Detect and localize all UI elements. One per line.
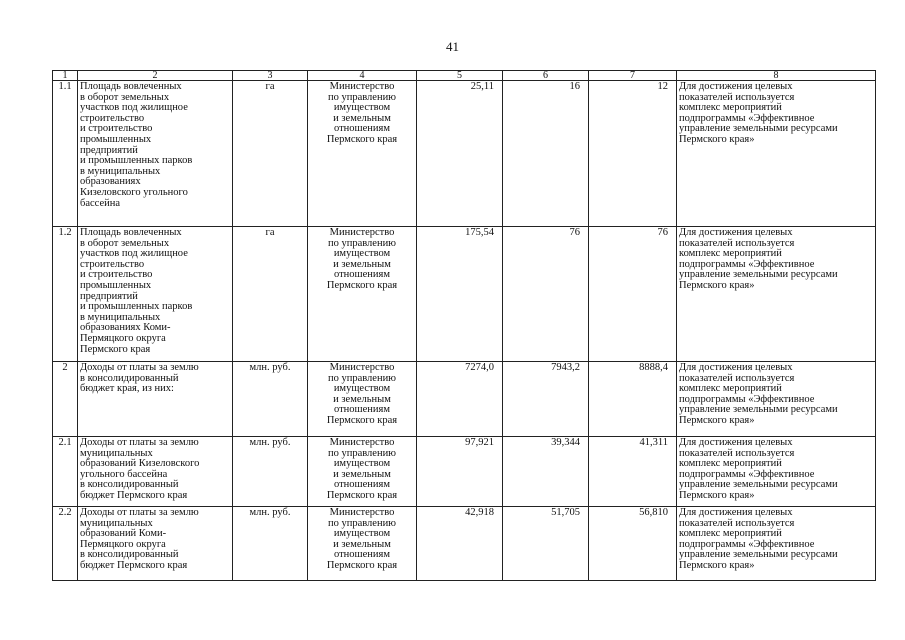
note-line: Для достижения целевых xyxy=(679,437,793,448)
indicator-name-line: образований Кизеловского xyxy=(80,458,200,470)
responsible-org-line: Пермского края xyxy=(326,414,398,426)
unit-cell: га xyxy=(233,81,308,227)
note-line: показателей используется xyxy=(679,237,795,249)
indicator-name-line: в консолидированный xyxy=(80,372,179,384)
indicator-name-line: и строительство xyxy=(80,123,153,135)
note-cell xyxy=(677,81,876,227)
indicator-name-line: Доходы от платы за землю xyxy=(80,437,199,448)
row-number-cell: 2 xyxy=(53,362,78,437)
note-line: Для достижения целевых xyxy=(679,227,793,238)
indicator-name-line: угольного бассейна xyxy=(80,468,168,480)
row-number-cell: 2.2 xyxy=(53,507,78,581)
value-cell-v7: 41,311 xyxy=(589,437,677,507)
indicator-name-line: Кизеловского угольного xyxy=(80,186,188,198)
responsible-org-line: отношениям xyxy=(333,123,391,135)
table-row xyxy=(53,227,876,362)
value-cell-v5: 97,921 xyxy=(417,437,503,507)
note-line: Пермского края» xyxy=(679,559,755,571)
responsible-org-line: отношениям xyxy=(333,479,391,491)
responsible-org-line: Министерство xyxy=(329,227,395,238)
note-line: управление земельными ресурсами xyxy=(679,404,838,416)
note-line: Пермского края» xyxy=(679,414,755,426)
value-cell-v6: 16 xyxy=(503,81,589,227)
note-cell xyxy=(677,507,876,581)
unit-cell: га xyxy=(233,227,308,362)
indicator-name-line: образованиях xyxy=(80,176,141,188)
responsible-org-line: имуществом xyxy=(333,383,391,395)
header-cell: 1 xyxy=(53,71,78,81)
indicators-table xyxy=(52,70,876,581)
responsible-org-line: отношениям xyxy=(333,269,391,281)
indicator-name-line: участков под жилищное xyxy=(80,102,188,114)
table-row xyxy=(53,437,876,507)
note-line: комплекс мероприятий xyxy=(679,458,782,470)
indicator-name-line: Пермяцкого округа xyxy=(80,538,166,550)
row-number-cell: 1.2 xyxy=(53,227,78,362)
indicator-name-cell xyxy=(78,81,233,227)
indicator-name-cell xyxy=(78,227,233,362)
note-line: Для достижения целевых xyxy=(679,81,793,92)
responsible-org-line: и земельным xyxy=(333,468,391,480)
value-cell-v5: 42,918 xyxy=(417,507,503,581)
page-number: 41 xyxy=(446,39,459,54)
header-row xyxy=(53,71,876,81)
responsible-org-line: по управлению xyxy=(327,91,397,103)
header-cell: 6 xyxy=(503,71,589,81)
note-line: Пермского края» xyxy=(679,279,755,291)
value-cell-v5: 25,11 xyxy=(417,81,503,227)
unit-cell: млн. руб. xyxy=(233,507,308,581)
value-cell-v6: 76 xyxy=(503,227,589,362)
note-line: комплекс мероприятий xyxy=(679,383,782,395)
indicator-name-line: Пермского края xyxy=(80,343,151,355)
responsible-org-line: имуществом xyxy=(333,248,391,260)
header-cell: 5 xyxy=(417,71,503,81)
indicator-name-line: образованиях Коми- xyxy=(80,322,171,334)
indicator-name-line: бюджет края, из них: xyxy=(80,383,174,395)
note-line: показателей используется xyxy=(679,447,795,459)
responsible-org-line: и земельным xyxy=(333,393,391,405)
responsible-org-line: и земельным xyxy=(333,538,391,550)
value-cell-v7: 76 xyxy=(589,227,677,362)
responsible-org-cell xyxy=(308,507,417,581)
responsible-org-cell xyxy=(308,81,417,227)
responsible-org-line: и земельным xyxy=(333,112,391,124)
note-line: показателей используется xyxy=(679,372,795,384)
note-line: подпрограммы «Эффективное xyxy=(679,393,815,405)
indicator-name-line: промышленных xyxy=(80,133,152,145)
note-line: подпрограммы «Эффективное xyxy=(679,258,815,270)
note-cell xyxy=(677,227,876,362)
responsible-org-line: по управлению xyxy=(327,237,397,249)
note-line: комплекс мероприятий xyxy=(679,248,782,260)
indicator-name-line: Доходы от платы за землю xyxy=(80,507,199,518)
indicator-name-line: Пермяцкого округа xyxy=(80,332,166,344)
indicator-name-line: в оборот земельных xyxy=(80,91,170,103)
indicator-name-line: в консолидированный xyxy=(80,549,179,561)
note-line: управление земельными ресурсами xyxy=(679,549,838,561)
value-cell-v7: 12 xyxy=(589,81,677,227)
note-line: Для достижения целевых xyxy=(679,362,793,373)
note-line: Пермского края» xyxy=(679,489,755,501)
table-row xyxy=(53,362,876,437)
table-row xyxy=(53,81,876,227)
value-cell-v6: 51,705 xyxy=(503,507,589,581)
indicator-name-cell xyxy=(78,437,233,507)
indicator-name-line: строительство xyxy=(80,112,145,124)
row-number-cell: 2.1 xyxy=(53,437,78,507)
responsible-org-line: по управлению xyxy=(327,372,397,384)
responsible-org-line: отношениям xyxy=(333,404,391,416)
indicator-name-line: Доходы от платы за землю xyxy=(80,362,199,373)
note-line: управление земельными ресурсами xyxy=(679,123,838,135)
header-cell: 7 xyxy=(589,71,677,81)
note-cell xyxy=(677,362,876,437)
indicator-name-line: в консолидированный xyxy=(80,479,179,491)
indicator-name-cell xyxy=(78,362,233,437)
note-line: подпрограммы «Эффективное xyxy=(679,112,815,124)
responsible-org-cell xyxy=(308,227,417,362)
responsible-org-line: имуществом xyxy=(333,458,391,470)
note-line: подпрограммы «Эффективное xyxy=(679,538,815,550)
header-cell: 2 xyxy=(78,71,233,81)
responsible-org-line: имуществом xyxy=(333,528,391,540)
responsible-org-cell xyxy=(308,437,417,507)
header-cell: 4 xyxy=(308,71,417,81)
note-line: комплекс мероприятий xyxy=(679,102,782,114)
note-line: Для достижения целевых xyxy=(679,507,793,518)
value-cell-v5: 175,54 xyxy=(417,227,503,362)
responsible-org-line: Министерство xyxy=(329,437,395,448)
indicator-name-line: образований Коми- xyxy=(80,528,167,540)
indicator-name-line: в муниципальных xyxy=(80,311,161,323)
value-cell-v6: 7943,2 xyxy=(503,362,589,437)
indicator-name-line: в муниципальных xyxy=(80,165,161,177)
note-line: управление земельными ресурсами xyxy=(679,479,838,491)
responsible-org-line: Министерство xyxy=(329,507,395,518)
indicator-name-line: Площадь вовлеченных xyxy=(80,227,182,238)
indicator-name-line: бюджет Пермского края xyxy=(80,489,188,501)
responsible-org-line: имуществом xyxy=(333,102,391,114)
indicator-name-line: предприятий xyxy=(80,290,138,302)
indicator-name-line: предприятий xyxy=(80,144,138,156)
note-cell xyxy=(677,437,876,507)
indicator-name-line: муниципальных xyxy=(80,517,153,529)
note-line: показателей используется xyxy=(679,517,795,529)
note-line: управление земельными ресурсами xyxy=(679,269,838,281)
row-number-cell: 1.1 xyxy=(53,81,78,227)
responsible-org-line: Министерство xyxy=(329,81,395,92)
responsible-org-line: по управлению xyxy=(327,517,397,529)
indicator-name-line: бассейна xyxy=(80,197,121,209)
indicator-name-line: и строительство xyxy=(80,269,153,281)
note-line: Пермского края» xyxy=(679,133,755,145)
note-line: показателей используется xyxy=(679,91,795,103)
indicator-name-line: промышленных xyxy=(80,279,152,291)
value-cell-v7: 56,810 xyxy=(589,507,677,581)
indicator-name-line: строительство xyxy=(80,258,145,270)
indicator-name-line: и промышленных парков xyxy=(80,301,193,313)
responsible-org-line: Пермского края xyxy=(326,279,398,291)
value-cell-v5: 7274,0 xyxy=(417,362,503,437)
note-line: комплекс мероприятий xyxy=(679,528,782,540)
unit-cell: млн. руб. xyxy=(233,362,308,437)
indicator-name-line: Площадь вовлеченных xyxy=(80,81,182,92)
indicator-name-line: и промышленных парков xyxy=(80,155,193,167)
indicator-name-line: в оборот земельных xyxy=(80,237,170,249)
responsible-org-cell xyxy=(308,362,417,437)
responsible-org-line: Министерство xyxy=(329,362,395,373)
header-cell: 3 xyxy=(233,71,308,81)
header-cell: 8 xyxy=(677,71,876,81)
responsible-org-line: Пермского края xyxy=(326,489,398,501)
indicator-name-line: участков под жилищное xyxy=(80,248,188,260)
indicator-name-line: бюджет Пермского края xyxy=(80,559,188,571)
responsible-org-line: и земельным xyxy=(333,258,391,270)
unit-cell: млн. руб. xyxy=(233,437,308,507)
value-cell-v7: 8888,4 xyxy=(589,362,677,437)
responsible-org-line: Пермского края xyxy=(326,133,398,145)
indicator-name-cell xyxy=(78,507,233,581)
responsible-org-line: Пермского края xyxy=(326,559,398,571)
responsible-org-line: отношениям xyxy=(333,549,391,561)
responsible-org-line: по управлению xyxy=(327,447,397,459)
value-cell-v6: 39,344 xyxy=(503,437,589,507)
table-row xyxy=(53,507,876,581)
indicator-name-line: муниципальных xyxy=(80,447,153,459)
note-line: подпрограммы «Эффективное xyxy=(679,468,815,480)
